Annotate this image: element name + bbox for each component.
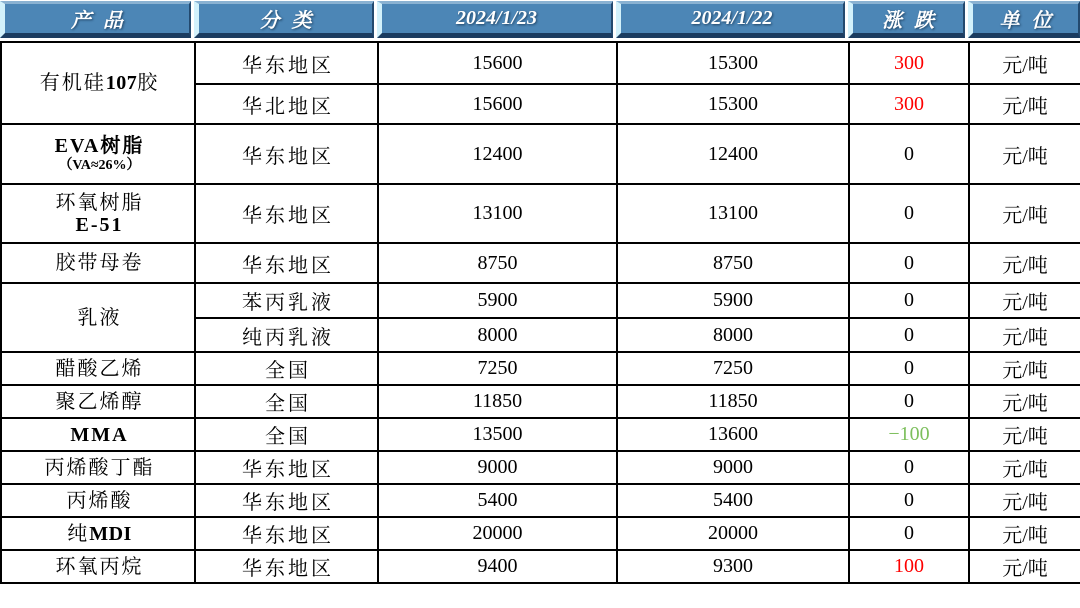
price-old-cell: 5400 [617, 484, 849, 517]
product-cell [1, 352, 195, 385]
product-cell [1, 385, 195, 418]
category-cell: 华东地区 [195, 42, 378, 84]
product-line: 醋酸乙烯 [55, 357, 144, 380]
change-cell: −100 [849, 418, 969, 451]
category-cell: 全国 [195, 352, 378, 385]
change-cell: 0 [849, 451, 969, 484]
price-old-cell: 20000 [617, 517, 849, 550]
product-line: MMA [70, 423, 129, 446]
table-row [1, 124, 1080, 184]
price-new-cell: 11850 [378, 385, 617, 418]
change-cell: 0 [849, 283, 969, 318]
price-old-cell: 15300 [617, 42, 849, 84]
price-old-cell: 15300 [617, 84, 849, 124]
unit-cell: 元/吨 [969, 418, 1080, 451]
price-new-cell: 13500 [378, 418, 617, 451]
change-cell: 0 [849, 243, 969, 283]
product-cell [1, 451, 195, 484]
table-row [1, 451, 1080, 484]
unit-cell: 元/吨 [969, 42, 1080, 84]
table-header-row [0, 1, 1080, 38]
change-cell: 0 [849, 184, 969, 243]
unit-cell: 元/吨 [969, 385, 1080, 418]
category-cell: 纯丙乳液 [195, 318, 378, 352]
price-old-cell: 8000 [617, 318, 849, 352]
category-cell: 华东地区 [195, 550, 378, 583]
product-cell [1, 243, 195, 283]
price-old-cell: 5900 [617, 283, 849, 318]
table-row [1, 42, 1080, 84]
unit-cell: 元/吨 [969, 184, 1080, 243]
product-cell [1, 418, 195, 451]
unit-cell: 元/吨 [969, 550, 1080, 583]
category-cell: 全国 [195, 418, 378, 451]
product-latin-segment: 107 [105, 72, 138, 94]
category-cell: 华东地区 [195, 243, 378, 283]
price-new-cell: 13100 [378, 184, 617, 243]
unit-cell: 元/吨 [969, 124, 1080, 184]
header-cell-price-new: 2024/1/23 [377, 1, 613, 38]
header-cell-price-old: 2024/1/22 [616, 1, 845, 38]
table-row [1, 550, 1080, 583]
change-cell: 0 [849, 385, 969, 418]
unit-cell: 元/吨 [969, 517, 1080, 550]
price-old-cell: 9300 [617, 550, 849, 583]
price-old-cell: 13100 [617, 184, 849, 243]
product-line: 纯MDI [67, 522, 132, 545]
category-cell: 苯丙乳液 [195, 283, 378, 318]
product-line: 环氧丙烷 [55, 555, 144, 578]
unit-cell: 元/吨 [969, 84, 1080, 124]
category-cell: 全国 [195, 385, 378, 418]
product-line: EVA树脂 [54, 134, 145, 157]
price-new-cell: 8750 [378, 243, 617, 283]
price-table [0, 41, 1080, 584]
product-line: 聚乙烯醇 [55, 390, 144, 413]
product-line: E-51 [75, 213, 124, 236]
unit-cell: 元/吨 [969, 283, 1080, 318]
price-new-cell: 5900 [378, 283, 617, 318]
header-cell-category: 分类 [194, 1, 374, 38]
product-cell [1, 283, 195, 352]
product-cell [1, 184, 195, 243]
header-cell-product: 产品 [0, 1, 191, 38]
category-cell: 华东地区 [195, 124, 378, 184]
product-cell [1, 517, 195, 550]
price-new-cell: 9400 [378, 550, 617, 583]
price-old-cell: 9000 [617, 451, 849, 484]
header-cell-unit: 单位 [968, 1, 1080, 38]
change-cell: 0 [849, 484, 969, 517]
product-line: 胶带母卷 [55, 252, 144, 274]
price-new-cell: 15600 [378, 42, 617, 84]
category-cell: 华东地区 [195, 517, 378, 550]
table-row [1, 418, 1080, 451]
price-old-cell: 7250 [617, 352, 849, 385]
change-cell: 300 [849, 42, 969, 84]
category-cell: 华北地区 [195, 84, 378, 124]
product-cell [1, 42, 195, 124]
product-line: 乳液 [77, 306, 122, 329]
change-cell: 0 [849, 318, 969, 352]
unit-cell: 元/吨 [969, 484, 1080, 517]
price-old-cell: 13600 [617, 418, 849, 451]
unit-cell: 元/吨 [969, 243, 1080, 283]
price-old-cell: 8750 [617, 243, 849, 283]
price-new-cell: 5400 [378, 484, 617, 517]
table-row [1, 184, 1080, 243]
product-line: 环氧树脂 [55, 191, 144, 214]
price-new-cell: 12400 [378, 124, 617, 184]
price-new-cell: 8000 [378, 318, 617, 352]
product-line: 丙烯酸丁酯 [44, 456, 155, 479]
product-cell [1, 484, 195, 517]
category-cell: 华东地区 [195, 451, 378, 484]
unit-cell: 元/吨 [969, 352, 1080, 385]
product-line: （VA≈26%） [58, 157, 141, 173]
price-new-cell: 7250 [378, 352, 617, 385]
price-new-cell: 20000 [378, 517, 617, 550]
product-line: 有机硅107胶 [39, 72, 160, 94]
table-row [1, 517, 1080, 550]
change-cell: 100 [849, 550, 969, 583]
change-cell: 0 [849, 517, 969, 550]
unit-cell: 元/吨 [969, 318, 1080, 352]
price-old-cell: 12400 [617, 124, 849, 184]
change-cell: 0 [849, 352, 969, 385]
price-new-cell: 9000 [378, 451, 617, 484]
table-row [1, 484, 1080, 517]
header-cell-change: 涨跌 [848, 1, 965, 38]
change-cell: 0 [849, 124, 969, 184]
product-latin-segment: MDI [89, 522, 132, 545]
product-cell [1, 550, 195, 583]
price-old-cell: 11850 [617, 385, 849, 418]
table-row [1, 352, 1080, 385]
category-cell: 华东地区 [195, 484, 378, 517]
change-cell: 300 [849, 84, 969, 124]
table-row [1, 243, 1080, 283]
table-row [1, 283, 1080, 318]
category-cell: 华东地区 [195, 184, 378, 243]
product-cell [1, 124, 195, 184]
product-line: 丙烯酸 [66, 489, 133, 512]
table-row [1, 385, 1080, 418]
price-new-cell: 15600 [378, 84, 617, 124]
unit-cell: 元/吨 [969, 451, 1080, 484]
